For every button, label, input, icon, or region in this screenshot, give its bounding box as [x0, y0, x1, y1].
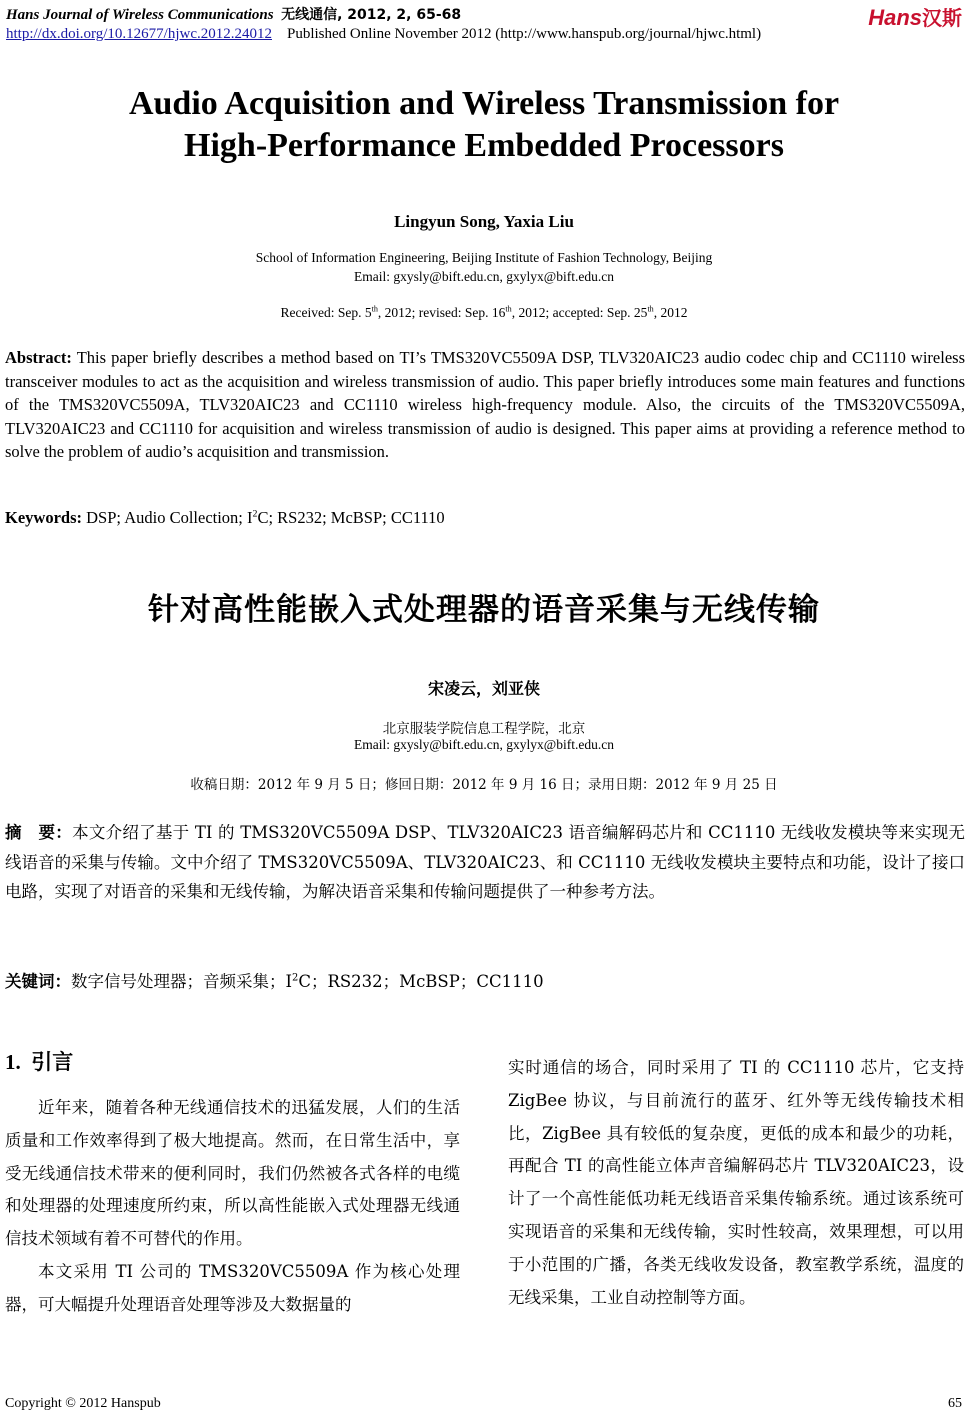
paragraph: 近年来，随着各种无线通信技术的迅猛发展，人们的生活质量和工作效率得到了极大地提高。然而，在日常生活中，享受无线通信技术带来的便利同时，我们仍然被各式各样的电缆和处理器的处理速度所约束，所以高性能嵌入式处理器无线通信技术领域有着不可替代的作用。: [5, 1098, 460, 1249]
accepted-sup: th: [647, 304, 654, 314]
keywords-cn-label: 关键词：: [5, 972, 71, 991]
keywords-cn-sup: 2: [292, 972, 299, 984]
email-cn: Email: gxysly@bift.edu.cn, gxylyx@bift.edu.cn: [354, 737, 614, 752]
keywords-cn-post: C；RS232；McBSP；CC1110: [298, 972, 544, 991]
keywords-cn-pre: 数字信号处理器；音频采集；I: [71, 972, 293, 991]
section-number: 1.: [5, 1050, 21, 1074]
abstract-en: [5, 346, 965, 464]
footer-copyright: Copyright © 2012 Hanspub: [5, 1396, 161, 1411]
logo-text-en: Hans: [868, 5, 922, 30]
revised-text: , 2012; revised: Sep. 16: [377, 305, 506, 320]
authors-cn: 宋凌云，刘亚侠: [427, 679, 540, 698]
journal-header: [6, 4, 461, 24]
accepted-text: , 2012; accepted: Sep. 25: [511, 305, 648, 320]
keywords-cn: [5, 968, 965, 992]
abstract-text: This paper briefly describes a method based on TI’s TMS320VC5509A DSP, TLV320AIC23 audio codec chip and CC1110 wireless transceiver modules to act as the acquisition and wireless transmission of audio. This paper briefly introduces some main features and functions of the TMS320VC5509A, TLV320AIC23 and CC1110 wireless high-frequency module. Also, the circuits of the TMS320VC5509A, TLV320AIC23 and CC1110 for acquisition and wireless transmission of audio is designed. This paper aims at providing a reference method to solve the problem of audio’s acquisition and transmission.: [5, 348, 965, 461]
logo-text-cn: 汉斯: [922, 6, 962, 30]
authors-en: Lingyun Song, Yaxia Liu: [394, 212, 574, 231]
published-info: Published Online November 2012 (http://www.hanspub.org/journal/hjwc.html): [286, 26, 762, 42]
email-en: Email: gxysly@bift.edu.cn, gxylyx@bift.edu.cn: [354, 269, 614, 284]
journal-name-cn: 无线通信, 2012, 2, 65-68: [281, 7, 462, 23]
title-en-line2: High-Performance Embedded Processors: [184, 127, 784, 164]
body-column-left: [5, 1092, 460, 1322]
keywords-text-pre: DSP; Audio Collection; I: [82, 508, 253, 527]
revised-sup: th: [505, 304, 512, 314]
publisher-logo: [868, 2, 962, 31]
dates-cn: 收稿日期：2012 年 9 月 5 日；修回日期：2012 年 9 月 16 日；录用日期：2012 年 9 月 25 日: [190, 777, 778, 793]
abstract-cn-text: 本文介绍了基于 TI 的 TMS320VC5509A DSP、TLV320AIC23 语音编解码芯片和 CC1110 无线收发模块等来实现无线语音的采集与传输。文中介绍了 TMS320VC5509A、TLV320AIC23、和 CC1110 无线收发模块主要特点和功能，设计了接口电路，实现了对语音的采集和无线传输，为解决语音采集和传输问题提供了一种参考方法。: [5, 823, 966, 901]
affiliation-cn: 北京服装学院信息工程学院，北京: [382, 721, 586, 737]
abstract-cn: [5, 818, 965, 907]
received-sup: th: [371, 304, 378, 314]
abstract-label: Abstract:: [5, 348, 72, 367]
keywords-en: [5, 508, 965, 528]
received-dates: [0, 305, 968, 321]
journal-name-en: Hans Journal of Wireless Communications: [6, 7, 274, 23]
journal-doi-line: [6, 26, 761, 43]
body-column-right: [508, 1052, 964, 1314]
paper-title-en: [0, 83, 968, 167]
paragraph: 实时通信的场合，同时采用了 TI 的 CC1110 芯片，它支持 ZigBee 协议，与目前流行的蓝牙、红外等无线传输技术相比，ZigBee 具有较低的复杂度，更低的成本和最少的功耗，再配合 TI 的高性能立体声音编解码芯片 TLV320AIC23，设计了一个高性能低功耗无线语音采集传输系统。通过该系统可实现语音的采集和无线传输，实时性较高，效果理想，可以用于小范围的广播，各类无线收发设备，教室教学系统，温度的无线采集，工业自动控制等方面。: [508, 1058, 964, 1307]
received-text: Received: Sep. 5: [280, 305, 372, 320]
doi-link[interactable]: http://dx.doi.org/10.12677/hjwc.2012.24012: [6, 26, 272, 42]
year-text: , 2012: [653, 305, 688, 320]
keywords-text-post: C; RS232; McBSP; CC1110: [257, 508, 445, 527]
title-en-line1: Audio Acquisition and Wireless Transmission for: [128, 85, 840, 122]
paper-title-cn: 针对高性能嵌入式处理器的语音采集与无线传输: [148, 592, 820, 628]
section-heading: [5, 1046, 73, 1076]
affiliation-en: School of Information Engineering, Beijing Institute of Fashion Technology, Beijing: [255, 250, 713, 265]
abstract-cn-label: 摘 要：: [5, 823, 73, 842]
section-title: 引言: [31, 1050, 74, 1074]
page-number: 65: [948, 1396, 962, 1411]
keywords-sup: 2: [252, 508, 258, 520]
keywords-label: Keywords:: [5, 508, 82, 527]
paragraph: 本文采用 TI 公司的 TMS320VC5509A 作为核心处理器，可大幅提升处理语音处理等涉及大数据量的: [5, 1261, 460, 1314]
